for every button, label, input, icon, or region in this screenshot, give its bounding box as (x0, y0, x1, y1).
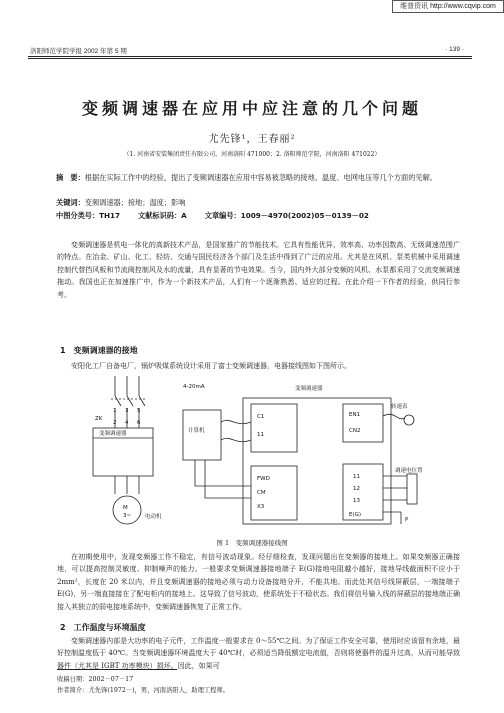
label-device-title: 变频调速器 (295, 386, 323, 392)
terminal-cn2: CN2 (349, 428, 361, 434)
section-1-heading: 1 变频调速器的接地 (60, 346, 138, 355)
pin-4: 4 (125, 420, 129, 426)
pin-6: 6 (137, 420, 141, 426)
terminal-c1: C1 (257, 414, 265, 420)
section-2-heading: 2 工作温度与环境温度 (60, 623, 146, 632)
terminal-13: 13 (353, 498, 360, 504)
article-number: 文章编号：1009－4970(2002)05－0139－02 (204, 211, 369, 220)
header-rule-thin (28, 58, 472, 59)
terminal-cm: CM (257, 490, 266, 496)
label-potentiometer: 调速电位置 (395, 468, 423, 474)
affiliation: （1. 河南省安装集团责任有限公司，河南洛阳 471000；2. 洛阳师范学院，河南洛阳 471022） (123, 151, 381, 158)
paper-title: 变频调速器在应用中应注意的几个问题 (81, 99, 422, 118)
terminal-11-left: 11 (257, 432, 264, 438)
abstract (56, 172, 461, 184)
label-switch: ZK (95, 416, 103, 422)
clc-number: 中图分类号：TH17 (56, 211, 121, 220)
keywords (56, 198, 185, 208)
terminal-p: P (405, 517, 409, 523)
label-motor: M (123, 505, 128, 511)
keywords-label: 关键词： (56, 198, 85, 207)
abstract-text: 根据在实际工作中的经验，提出了变频调速器在应用中容易被忽略的接地、温度、电网电压等几个方面的见解。 (84, 173, 437, 182)
label-speed-meter: 转速表 (391, 404, 408, 410)
pin-1: 1 (113, 408, 117, 414)
watermark: 维普资讯 http://www.cqvip.com (392, 0, 504, 13)
header-rule (28, 56, 472, 57)
terminal-11: 11 (353, 474, 360, 480)
pin-3: 3 (125, 408, 129, 414)
journal-header: 洛阳师范学院学报 2002 年第 5 期 (30, 48, 127, 55)
terminal-x3: X3 (257, 504, 265, 510)
intro-paragraph: 变频调速器是机电一体化的高新技术产品，是国家推广的节能技术。它具有性能优异、效率高、功率因数高、无级调速范围广的特点。在冶金、矿山、化工、轻纺、交通与国民经济各个部门及生活中得到了广泛的应用。尤其是在风机、泵类机械中采用调速控制代替挡风板和节流阀控制风及水的流量，具有显著的节电效果。当今，国内外大部分变频的风机、水泵都采用了交流变频调速拖动。我国也正在加速推广中，作为一个新技术产品，人们有一个逐渐熟悉、适应的过程。在此介绍一下作者的经验，供同行参考。 (57, 241, 460, 299)
section-2-para: 变频调速器内部是大功率的电子元件，工作温度一般要求在 0～55℃之间。为了保证工作安全可靠，使用时应该留有余地，最好控制温度低于 40℃。当变频调速器环境温度大于 40℃时，必须适当降低额定电流值，否则将使器件的温升过高，从而可能导致器件（尤其是 IGBT 功率模块）损坏。因此，如果可 (57, 637, 460, 670)
label-motor-phase: 3~ (123, 513, 132, 519)
footnote-author-bio: 作者简介：尤先锋(1972－)，男，河南洛阳人，助理工程师。 (57, 687, 230, 694)
page-number: · 139 · (445, 46, 464, 53)
label-inverter-small: 变频调速器 (99, 431, 127, 437)
terminal-en1: EN1 (349, 412, 361, 418)
pin-5: 5 (137, 408, 141, 414)
classification-line (56, 211, 387, 221)
wiring-diagram (75, 376, 435, 534)
terminal-fwd: FWD (257, 476, 270, 482)
figure-caption: 图 1 变频调速器接线图 (216, 539, 288, 547)
label-input-range: 4-20mA (183, 384, 205, 390)
document-code: 文献标识码：A (138, 211, 187, 220)
footnote-received: 收稿日期：2002－07－17 (57, 676, 134, 683)
terminal-eg: E(G) (349, 512, 362, 518)
label-computer: 计算机 (188, 428, 205, 434)
pin-2: 2 (113, 420, 117, 426)
abstract-label: 摘 要： (56, 173, 85, 182)
terminal-12: 12 (353, 486, 360, 492)
keywords-text: 变频调速器；接地；温度；影响 (84, 198, 186, 207)
label-motor-name: 电动机 (145, 514, 162, 520)
footnote-rule (57, 669, 177, 670)
section-1-para-2: 在初期使用中，发现变频器工作不稳定，有信号波动现象。经仔细检查，发现问题出在变频器的接地上。如果变频器正确接地，可以提高控制灵敏度、抑制噪声的能力。一般要求变频调速器接地端子 E(G)接地电阻越小越好，接地导线截面积不应小于 2mm²，长度在 20 米以内，并且变频调速器的接地必须与动力设备接地分开，不能共地。而此处其信号线屏蔽层，一端接端子 E(G)，另一端直接接在了配电柜内的接地上。这导致了信号波动，使系统处于不稳状态。我们将信号输入线的屏蔽层的接地端正确接入其独立的弱电接地系统中，变频调速器恢复了正常工作。 (57, 553, 460, 611)
section-1-para-1: 安阳化工厂自备电厂，锅炉吸煤系统设计采用了富士变频调速器，电器接线图如下图所示。 (71, 362, 351, 370)
authors: 尤先锋¹，王春丽² (208, 134, 296, 145)
